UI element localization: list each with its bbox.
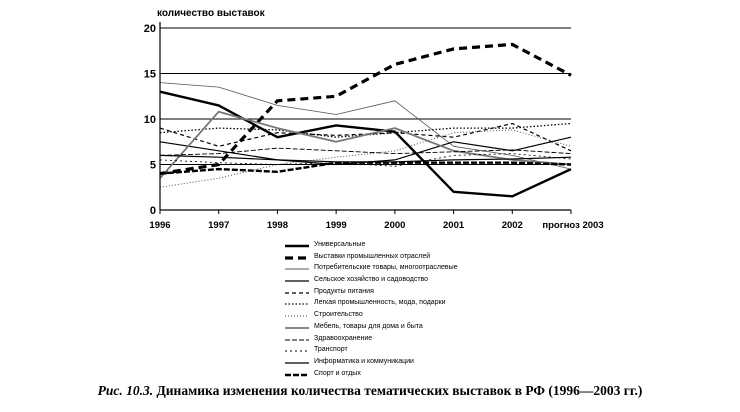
y-axis-label: количество выставок bbox=[157, 8, 265, 19]
legend-swatch bbox=[284, 324, 310, 332]
y-tick-label: 15 bbox=[143, 68, 156, 81]
x-tick-label: прогноз 2003 bbox=[542, 220, 604, 231]
legend-label: Продукты питания bbox=[314, 287, 374, 295]
series-line bbox=[160, 155, 571, 161]
legend-swatch bbox=[284, 289, 310, 297]
y-tick-label: 20 bbox=[143, 23, 156, 35]
legend-swatch bbox=[284, 300, 310, 308]
y-tick-label: 0 bbox=[149, 205, 156, 217]
series-lines bbox=[160, 44, 571, 196]
legend-label: Транспорт bbox=[314, 346, 348, 354]
legend-label: Здравоохранение bbox=[314, 334, 373, 342]
series-line bbox=[160, 44, 571, 173]
legend-swatch bbox=[284, 265, 310, 273]
legend-swatch bbox=[284, 359, 310, 367]
x-tick-label: 2001 bbox=[443, 220, 465, 231]
legend-label: Потребительские товары, многоотраслевые bbox=[314, 264, 458, 272]
series-line bbox=[160, 137, 571, 164]
figure-caption bbox=[0, 383, 740, 399]
legend-label: Сельское хозяйство и садоводство bbox=[314, 276, 429, 284]
x-tick-label: 1998 bbox=[266, 220, 288, 231]
legend-label: Строительство bbox=[314, 311, 363, 319]
legend-swatch bbox=[284, 371, 310, 379]
y-tick-label: 10 bbox=[143, 114, 156, 126]
series-line bbox=[160, 83, 571, 170]
legend-swatch bbox=[284, 242, 310, 250]
legend-label: Выставки промышленных отраслей bbox=[314, 252, 431, 260]
legend-swatch bbox=[284, 312, 310, 320]
x-tick-label: 2000 bbox=[384, 220, 406, 231]
legend-label: Информатика и коммуникации bbox=[314, 357, 414, 365]
caption-text: Динамика изменения количества тематических выставок в РФ (1996—2003 гг.) bbox=[153, 383, 643, 398]
legend-swatch bbox=[284, 277, 310, 285]
legend-label: Легкая промышленность, мода, подарки bbox=[314, 299, 446, 307]
x-tick-label: 2002 bbox=[501, 220, 523, 231]
legend-label: Спорт и отдых bbox=[314, 369, 361, 377]
legend-swatch bbox=[284, 336, 310, 344]
x-tick-label: 1999 bbox=[325, 220, 347, 231]
x-tick-label: 1996 bbox=[149, 220, 171, 231]
legend-swatch bbox=[284, 254, 310, 262]
legend-swatch bbox=[284, 347, 310, 355]
legend-label: Универсальные bbox=[314, 241, 366, 248]
legend-label: Мебель, товары для дома и быта bbox=[314, 322, 423, 330]
caption-lead: Рис. 10.3. bbox=[97, 383, 154, 398]
x-tick-label: 1997 bbox=[208, 220, 230, 231]
grid bbox=[160, 28, 571, 165]
y-tick-label: 5 bbox=[149, 159, 156, 172]
